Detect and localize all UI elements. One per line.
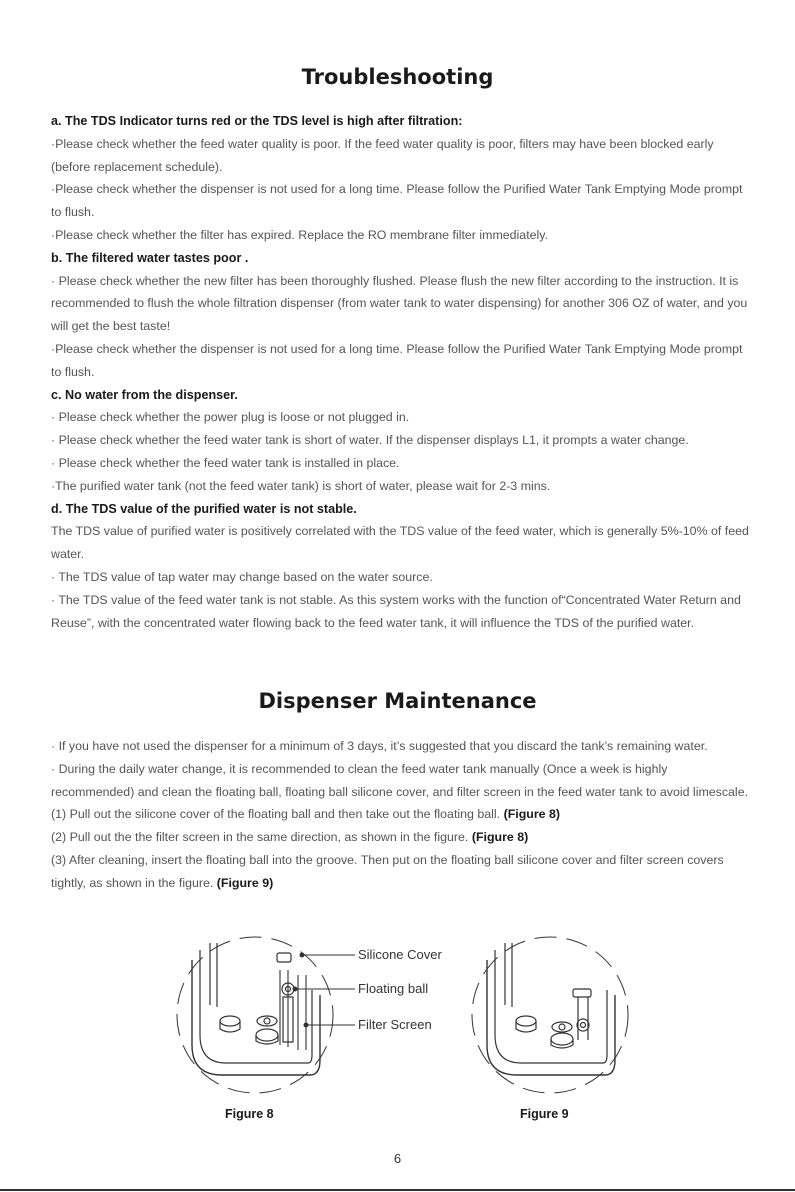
- bottom-rule: [0, 1189, 795, 1191]
- section-b-item-1: · Please check whether the new filter has been thoroughly flushed. Please flush the new filter according to the instruction. It is recommended to flush the whole filtration dispenser (from water tank to water dispensing) for another 306 OZ of water, and you will get the best taste!: [51, 273, 748, 334]
- tank-illustrations: [160, 935, 640, 1135]
- step-1-figure-ref: (Figure 8): [503, 807, 561, 822]
- figures-area: [160, 935, 640, 1135]
- figure-8-caption: Figure 8: [225, 1107, 274, 1121]
- section-a-item-1: ·Please check whether the feed water quality is poor. If the feed water quality is poor, filters may have been blocked early (before replacement schedule).: [51, 136, 714, 174]
- silicone-cover-part: [277, 953, 291, 962]
- section-c-item-3: · Please check whether the feed water tank is installed in place.: [51, 455, 400, 470]
- section-c-item-2: · Please check whether the feed water tank is short of water. If the dispenser displays L1, it prompts a water change.: [51, 433, 689, 448]
- troubleshooting-section: [51, 110, 751, 634]
- section-d-item-1: The TDS value of purified water is positively correlated with the TDS value of the feed water, which is generally 5%-10% of feed water.: [51, 524, 749, 562]
- troubleshooting-title: Troubleshooting: [301, 65, 494, 89]
- figure-8-callouts: [293, 953, 355, 1027]
- maintenance-step-1: [51, 803, 751, 826]
- section-d-heading: d. The TDS value of the purified water is not stable.: [51, 501, 357, 516]
- maintenance-section: [51, 735, 751, 895]
- step-3-text: (3) After cleaning, insert the floating ball into the groove. Then put on the floating ball silicone cover and filter screen covers tightly, as shown in the figure.: [51, 852, 724, 890]
- silicone-cover-label: Silicone Cover: [358, 947, 442, 962]
- maintenance-item-2: · During the daily water change, it is recommended to clean the feed water tank manually (Once a week is highly recommended) and clean the floating ball, floating ball silicone cover, and filter screen in the feed water tank to avoid limescale.: [51, 761, 749, 799]
- section-b-item-2: ·Please check whether the dispenser is not used for a long time. Please follow the Purified Water Tank Emptying Mode prompt to flush.: [51, 341, 743, 379]
- section-c-heading: c. No water from the dispenser.: [51, 387, 238, 402]
- step-2-text: (2) Pull out the the filter screen in the same direction, as shown in the figure.: [51, 830, 469, 845]
- floating-ball-label: Floating ball: [358, 981, 429, 996]
- step-1-text: (1) Pull out the silicone cover of the floating ball and then take out the floating ball.: [51, 807, 501, 822]
- section-b-heading: b. The filtered water tastes poor .: [51, 250, 249, 265]
- section-a-item-2: ·Please check whether the dispenser is not used for a long time. Please follow the Purified Water Tank Emptying Mode prompt to flush.: [51, 182, 743, 220]
- figure-9-drawing: [472, 937, 628, 1093]
- maintenance-item-1: · If you have not used the dispenser for a minimum of 3 days, it’s suggested that you discard the tank’s remaining water.: [51, 739, 708, 753]
- figure-8-drawing: [177, 937, 333, 1093]
- section-d-item-2: · The TDS value of tap water may change based on the water source.: [51, 569, 433, 584]
- section-a-item-3: ·Please check whether the filter has expired. Replace the RO membrane filter immediately.: [51, 227, 548, 242]
- section-c-item-1: · Please check whether the power plug is loose or not plugged in.: [51, 410, 410, 425]
- section-d-item-3: · The TDS value of the feed water tank is not stable. As this system works with the function of“Concentrated Water Return and Reuse”, with the concentrated water flowing back to the feed water tank, it will influence the TDS of the purified water.: [51, 592, 741, 630]
- maintenance-title: Dispenser Maintenance: [258, 689, 537, 713]
- maintenance-step-2: [51, 826, 751, 849]
- step-3-figure-ref: (Figure 9): [216, 875, 274, 890]
- step-2-figure-ref: (Figure 8): [471, 830, 529, 845]
- maintenance-step-3: [51, 849, 751, 895]
- section-a-heading: a. The TDS Indicator turns red or the TDS level is high after filtration:: [51, 114, 463, 128]
- section-c-item-4: ·The purified water tank (not the feed water tank) is short of water, please wait for 2-3 mins.: [51, 478, 551, 493]
- figure-9-caption: Figure 9: [520, 1107, 569, 1121]
- filter-screen-label: Filter Screen: [358, 1017, 432, 1032]
- page-number: 6: [393, 1151, 402, 1166]
